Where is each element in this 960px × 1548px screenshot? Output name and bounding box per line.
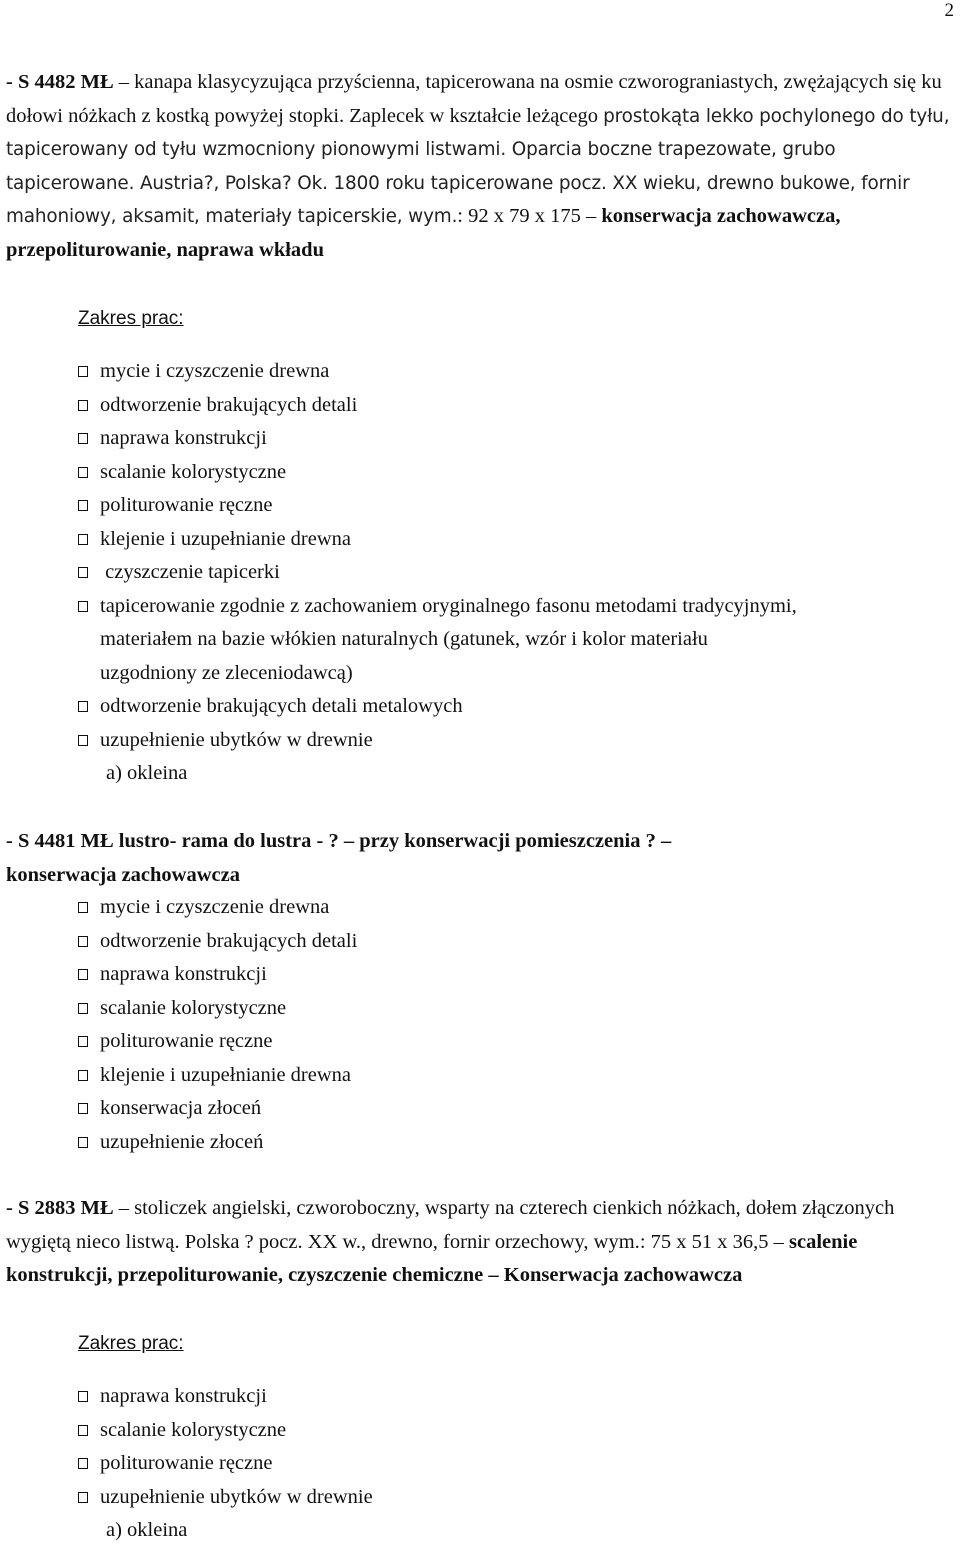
- checkbox-icon: [78, 969, 88, 980]
- checkbox-icon: [78, 366, 88, 377]
- checkbox-icon: [78, 1103, 88, 1114]
- item-code: - S 2883 MŁ: [6, 1197, 114, 1219]
- list-item: mycie i czyszczenie drewna: [78, 891, 357, 925]
- item-s4481-title: - S 4481 MŁ lustro- rama do lustra - ? – przy konserwacji pomieszczenia ? – konserwacja zachowawcza: [6, 830, 672, 886]
- zakres-prac-label: Zakres prac:: [78, 308, 184, 329]
- list-item: scalanie kolorystyczne: [78, 456, 797, 490]
- list-item: czyszczenie tapicerki: [78, 556, 797, 590]
- checkbox-icon: [78, 1458, 88, 1469]
- checkbox-icon: [78, 467, 88, 478]
- list-item: odtworzenie brakujących detali metalowych: [78, 690, 797, 724]
- item-code: - S 4482 MŁ: [6, 71, 114, 93]
- list-item: mycie i czyszczenie drewna: [78, 355, 797, 389]
- list-item: uzupełnienie ubytków w drewnie: [78, 724, 797, 758]
- checkbox-icon: [78, 936, 88, 947]
- list-item: scalanie kolorystyczne: [78, 992, 357, 1026]
- task-list-s2883: [78, 1380, 373, 1548]
- item-s2883-description: - S 2883 MŁ – stoliczek angielski, czworoboczny, wsparty na czterech cienkich nóżkach, dołem złączonych wygiętą nieco listwą. Polska ? pocz. XX w., drewno, fornir orzechowy, wym.: 75 x 51 x 36,5 – scalenie konstrukcji, przepoliturowanie, czyszczenie chemiczne – Konserwacja zachowawcza: [6, 1197, 895, 1286]
- list-item: klejenie i uzupełnianie drewna: [78, 1059, 357, 1093]
- list-item: naprawa konstrukcji: [78, 958, 357, 992]
- zakres-prac-label: Zakres prac:: [78, 1333, 184, 1354]
- list-item: uzupełnienie złoceń: [78, 1126, 357, 1160]
- list-item: konserwacja złoceń: [78, 1092, 357, 1126]
- checkbox-icon: [78, 567, 88, 578]
- checkbox-icon: [78, 500, 88, 511]
- item-scope-title: konserwacja zachowawcza, przepoliturowanie, naprawa wkładu: [6, 205, 841, 261]
- item-dims: : 92 x 79 x 175: [457, 205, 581, 227]
- checkbox-icon: [78, 1492, 88, 1503]
- checkbox-icon: [78, 1391, 88, 1402]
- task-list-s4482: [78, 355, 797, 791]
- list-item: scalanie kolorystyczne: [78, 1414, 373, 1448]
- list-item: politurowanie ręczne: [78, 1025, 357, 1059]
- list-item: naprawa konstrukcji: [78, 1380, 373, 1414]
- list-item: odtworzenie brakujących detali: [78, 925, 357, 959]
- list-item-continuation: materiałem na bazie włókien naturalnych (gatunek, wzór i kolor materiału: [100, 628, 708, 650]
- item-desc: stoliczek angielski, czworoboczny, wsparty na czterech cienkich nóżkach, dołem złączonych wygiętą nieco listwą. Polska ? pocz. XX w., drewno, fornir orzechowy, wym.: [6, 1197, 895, 1253]
- checkbox-icon: [78, 1036, 88, 1047]
- list-item: tapicerowanie zgodnie z zachowaniem oryginalnego fasonu metodami tradycyjnymi,: [78, 590, 797, 624]
- list-item: odtworzenie brakujących detali: [78, 389, 797, 423]
- checkbox-icon: [78, 400, 88, 411]
- list-item: politurowanie ręczne: [78, 489, 797, 523]
- checkbox-icon: [78, 1425, 88, 1436]
- item-desc: kanapa klasycyzująca przyścienna, tapicerowana na osmie czworograniastych, zwężających się ku dołowi nóżkach z kostką powyżej stopki. Zaplecek w kształcie leżącego: [6, 71, 942, 127]
- checkbox-icon: [78, 601, 88, 612]
- list-item-continuation: uzgodniony ze zleceniodawcą): [100, 661, 353, 684]
- checkbox-icon: [78, 902, 88, 913]
- list-item: uzupełnienie ubytków w drewnie: [78, 1481, 373, 1515]
- checkbox-icon: [78, 1003, 88, 1014]
- item-s4482-description: - S 4482 MŁ – kanapa klasycyzująca przyścienna, tapicerowana na osmie czworograniastych, zwężających się ku dołowi nóżkach z kostką powyżej stopki. Zaplecek w kształcie leżącego prostokąta lekko pochylonego do tyłu, tapicerowany od tyłu wzmocniony pionowymi listwami. Oparcia boczne trapezowate, grubo tapicerowane. Austria?, Polska? Ok. 1800 roku tapicerowane pocz. XX wieku, drewno bukowe, fornir mahoniowy, aksamit, materiały tapicerskie, wym.: 92 x 79 x 175 – konserwacja zachowawcza, przepoliturowanie, naprawa wkładu: [6, 71, 950, 261]
- item-desc-sans: prostokąta lekko pochylonego do tyłu, tapicerowany od tyłu wzmocniony pionowymi listwami. Oparcia boczne trapezowate, grubo tapicerowane. Austria?, Polska? Ok. 1800 roku tapicerowane pocz. XX wieku, drewno bukowe, fornir mahoniowy, aksamit, materiały tapicerskie, wym.: [6, 105, 950, 227]
- list-item: klejenie i uzupełnianie drewna: [78, 523, 797, 557]
- item-dims: : 75 x 51 x 36,5: [639, 1230, 769, 1253]
- checkbox-icon: [78, 735, 88, 746]
- sub-item: a) okleina: [106, 762, 188, 784]
- sub-item: a) okleina: [106, 1519, 188, 1541]
- checkbox-icon: [78, 433, 88, 444]
- task-list-s4481: [78, 891, 357, 1159]
- page-number: 2: [944, 0, 954, 21]
- checkbox-icon: [78, 701, 88, 712]
- list-item: politurowanie ręczne: [78, 1447, 373, 1481]
- checkbox-icon: [78, 534, 88, 545]
- checkbox-icon: [78, 1070, 88, 1081]
- item-scope-title: scalenie konstrukcji, przepoliturowanie, czyszczenie chemiczne – Konserwacja zachowawcza: [6, 1230, 858, 1286]
- list-item: naprawa konstrukcji: [78, 422, 797, 456]
- checkbox-icon: [78, 1137, 88, 1148]
